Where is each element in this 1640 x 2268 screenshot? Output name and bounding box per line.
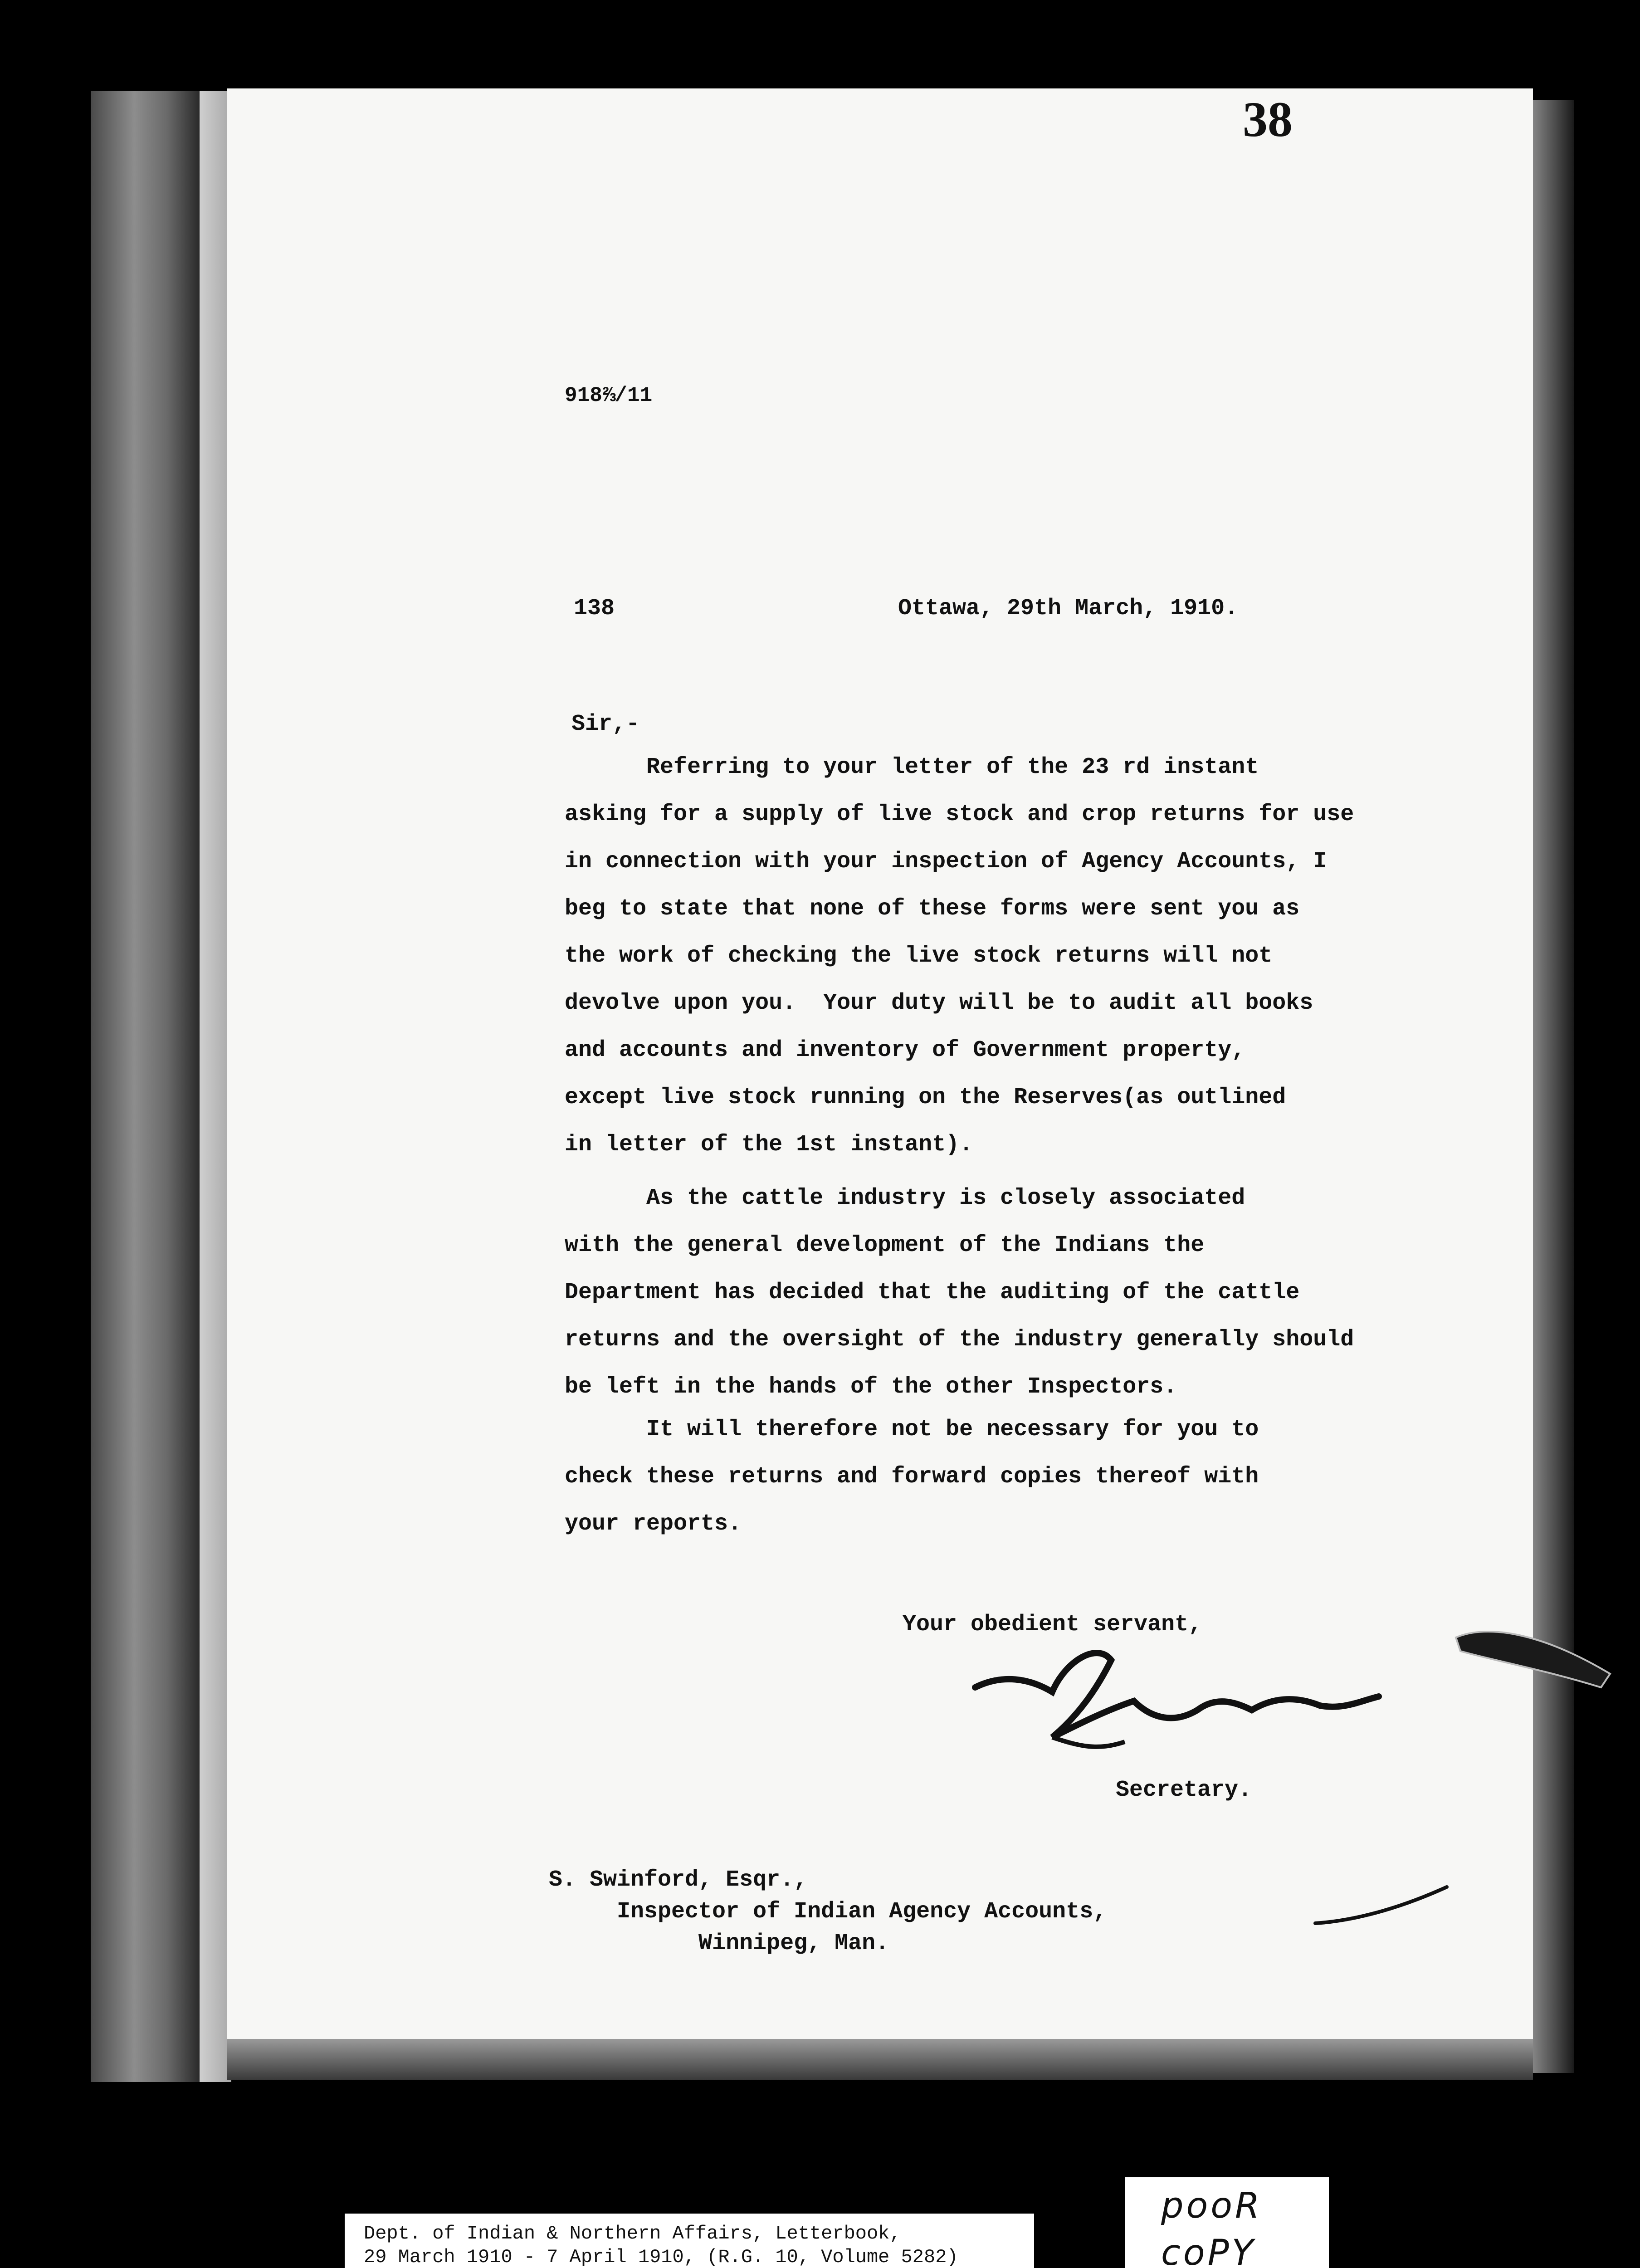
file-reference: 918⅔/11	[565, 384, 653, 407]
salutation: Sir,-	[571, 711, 640, 737]
signature-title: Secretary.	[1116, 1777, 1252, 1803]
letter-paragraph-1: Referring to your letter of the 23 rd instant asking for a supply of live stock and crop returns for use in connection with your inspection of Agency Accounts, I beg to state that none of these forms were sent you as the work of checking the live stock returns will not devolve upon you. Your duty will be to audit all books and accounts and inventory of Government property, except live stock running on the Reserves(as outlined in letter of the 1st instant).	[565, 754, 1354, 1158]
poor-copy-note	[1125, 2177, 1329, 2268]
dateline: Ottawa, 29th March, 1910.	[898, 596, 1239, 621]
poor-copy-line-1: pooR	[1161, 2185, 1263, 2226]
paper-clip	[1451, 1619, 1615, 1701]
closing: Your obedient servant,	[903, 1612, 1202, 1637]
addressee-block: S. Swinford, Esqr., Inspector of Indian Agency Accounts, Winnipeg, Man.	[549, 1867, 1107, 1956]
binding-shadow-left	[91, 91, 200, 2082]
folio-number: 38	[1243, 92, 1293, 147]
pen-mark	[1306, 1869, 1456, 1941]
archive-caption: Dept. of Indian & Northern Affairs, Letterbook, 29 March 1910 - 7 April 1910, (R.G. 10, Volume 5282)	[345, 2214, 1034, 2268]
letter-paragraph-3: It will therefore not be necessary for you to check these returns and forward copies thereof with your reports.	[565, 1417, 1259, 1537]
poor-copy-line-2: coPY	[1161, 2233, 1256, 2268]
letter-paragraph-2: As the cattle industry is closely associated with the general development of the Indians the Department has decided that the auditing of the cattle returns and the oversight of the industry generally should be left in the hands of the other Inspectors.	[565, 1185, 1354, 1400]
letter-number: 138	[574, 596, 615, 621]
page-bottom-edge	[227, 2039, 1533, 2080]
signature	[962, 1633, 1397, 1769]
